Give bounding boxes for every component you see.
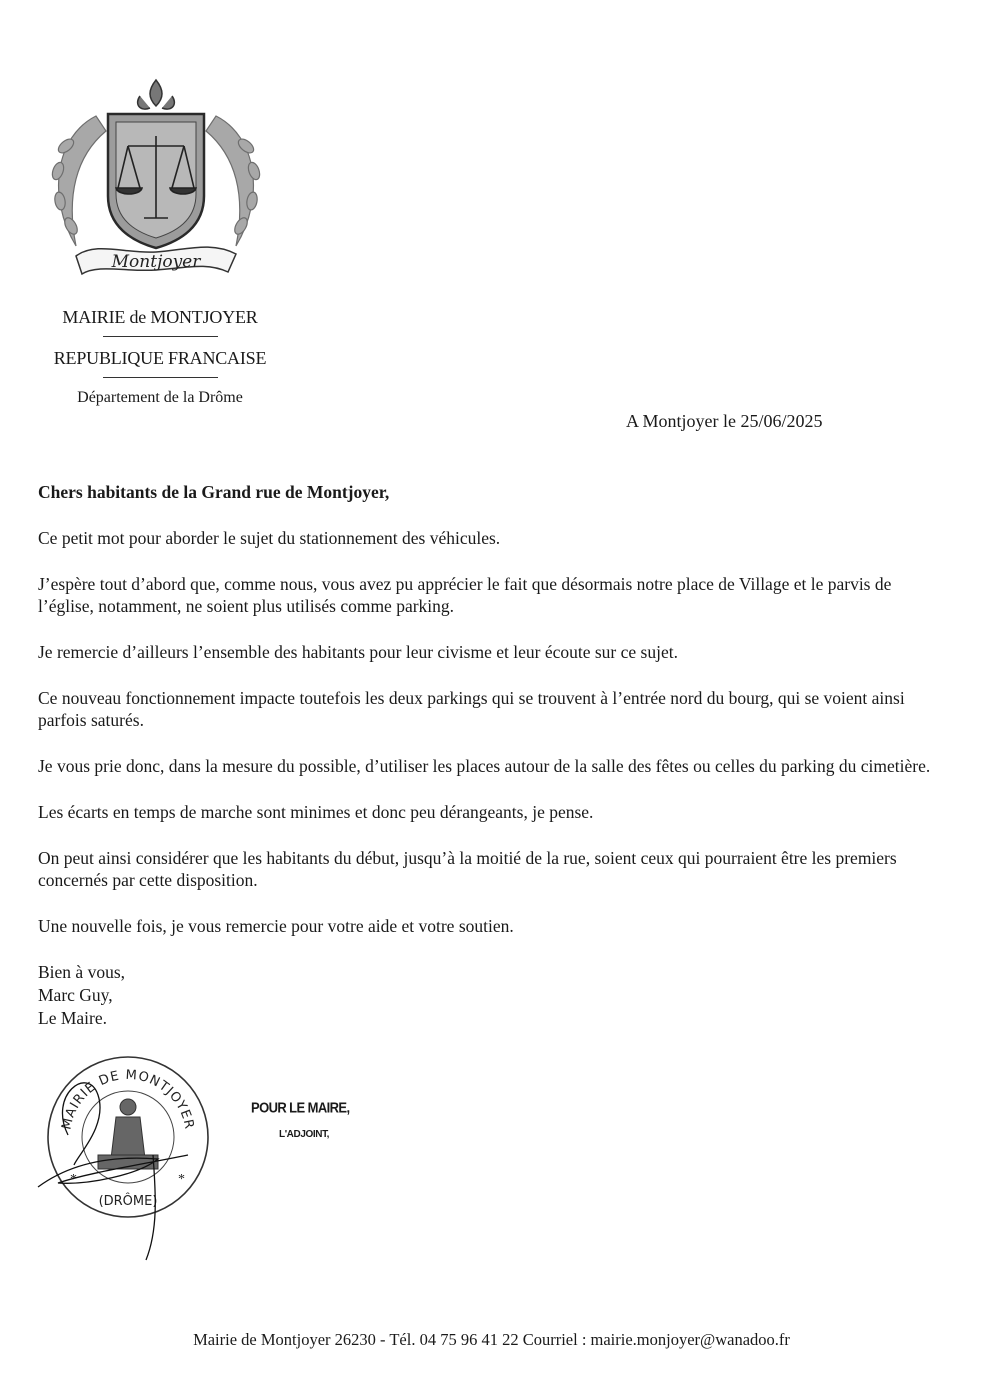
salutation: Chers habitants de la Grand rue de Montjoyer, (38, 482, 390, 502)
paragraph: Je vous prie donc, dans la mesure du possible, d’utiliser les places autour de la salle des fêtes ou celles du parking du cimetière. (38, 756, 931, 776)
svg-text:(DRÔME): (DRÔME) (98, 1194, 158, 1209)
departement-line: Département de la Drôme (77, 389, 243, 406)
paragraph: On peut ainsi considérer que les habitants du début, jusqu’à la moitié de la rue, soient ceux qui pourraient être les premiers concernés par cette disposition. (38, 848, 897, 890)
adjoint-stamp: L'ADJOINT, (279, 1129, 330, 1140)
svg-text:MAIRIE DE MONTJOYER: MAIRIE DE MONTJOYER (59, 1067, 197, 1132)
divider (103, 336, 218, 337)
closing-line: Le Maire. (38, 1008, 107, 1028)
paragraph: Ce nouveau fonctionnement impacte toutefois les deux parkings qui se trouvent à l’entrée nord du bourg, qui se voient ainsi parfois saturés. (38, 688, 905, 730)
paragraph: Je remercie d’ailleurs l’ensemble des habitants pour leur civisme et leur écoute sur ce sujet. (38, 642, 678, 662)
stamp-graphic (28, 1055, 228, 1270)
svg-text:Montjoyer: Montjoyer (111, 252, 201, 272)
republique-title: REPUBLIQUE FRANCAISE (53, 348, 267, 368)
date-line: A Montjoyer le 25/06/2025 (626, 411, 823, 431)
paragraph: J’espère tout d’abord que, comme nous, vous avez pu apprécier le fait que désormais notre place de Village et le parvis de l’église, notamment, ne soient plus utilisés comme parking. (38, 574, 892, 616)
svg-text:*: * (70, 1172, 77, 1187)
mairie-title: MAIRIE de MONTJOYER (62, 307, 258, 327)
letter-body (38, 481, 938, 1030)
closing-line: Bien à vous, (38, 962, 126, 982)
paragraph: Une nouvelle fois, je vous remercie pour votre aide et votre soutien. (38, 916, 514, 936)
pour-le-maire-stamp: POUR LE MAIRE, (251, 1099, 350, 1116)
crest-graphic (36, 76, 276, 286)
coat-of-arms (36, 76, 276, 286)
closing (38, 961, 938, 1030)
footer-contact: Mairie de Montjoyer 26230 - Tél. 04 75 96 41 22 Courriel : mairie.monjoyer@wanadoo.fr (193, 1330, 790, 1349)
official-stamp (28, 1055, 228, 1270)
divider (103, 377, 218, 378)
svg-text:*: * (178, 1172, 185, 1187)
paragraph: Ce petit mot pour aborder le sujet du stationnement des véhicules. (38, 528, 501, 548)
letterhead (40, 306, 280, 408)
closing-line: Marc Guy, (38, 985, 113, 1005)
paragraph: Les écarts en temps de marche sont minimes et donc peu dérangeants, je pense. (38, 802, 594, 822)
